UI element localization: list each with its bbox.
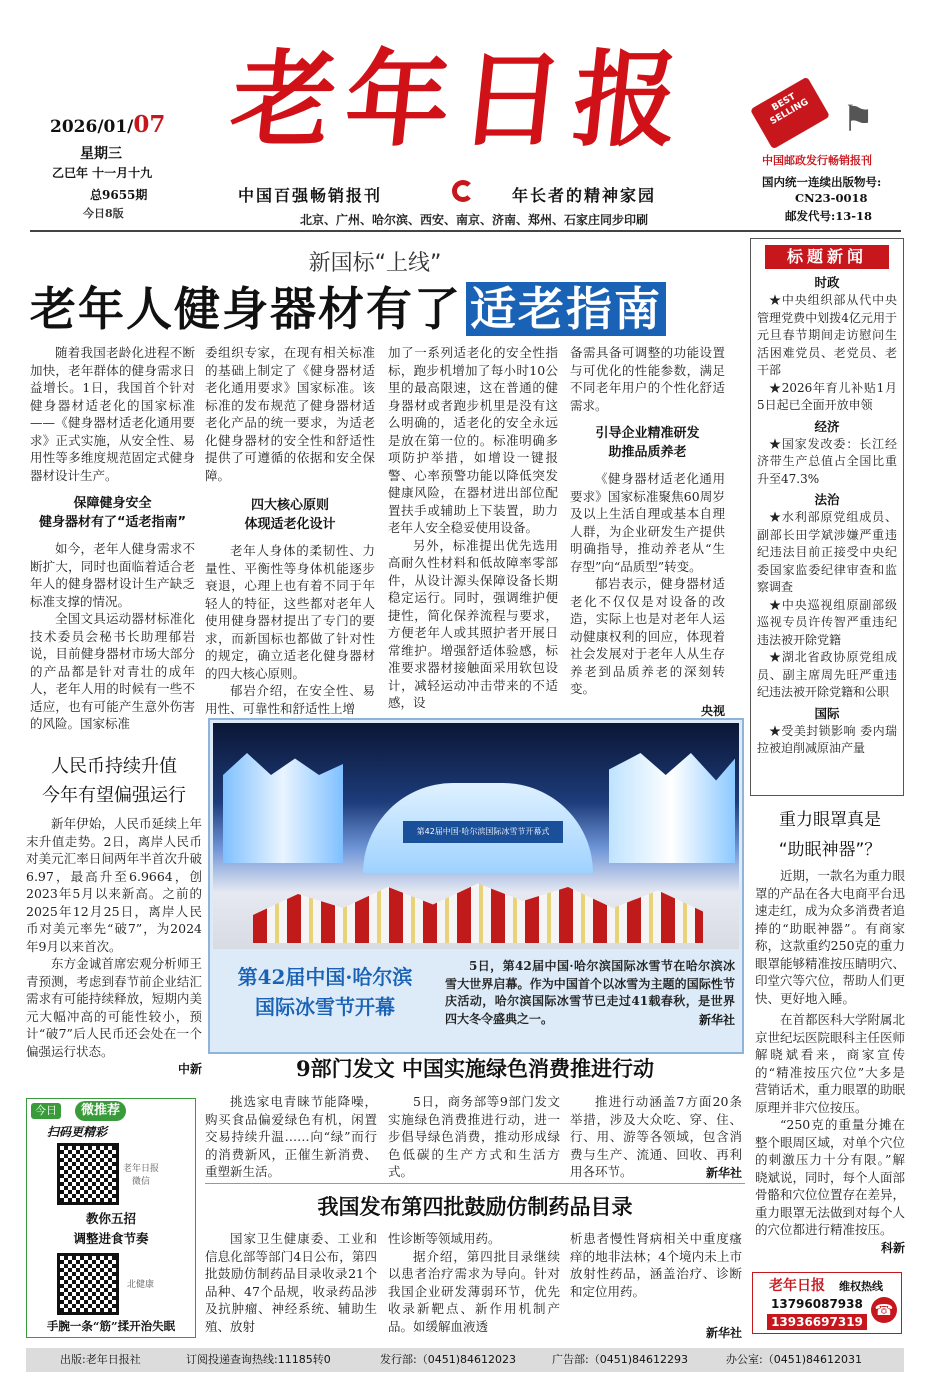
sidebar-category: 时政	[814, 275, 840, 290]
best-selling-badge: BEST SELLING	[750, 77, 830, 150]
promo-2: 手腕一条“筋”揉开治失眠	[46, 1319, 176, 1333]
sidebar-header: 标题新闻	[765, 245, 889, 269]
drug-rule	[205, 1183, 745, 1184]
sidebar-headline-item[interactable]: ★中央组织部从代中央管理党费中划拨4亿元用于元旦春节期间走访慰问生活困难党员、老党员、老干部	[757, 293, 897, 377]
sidebar-category: 法治	[814, 492, 840, 507]
sidebar-category: 国际	[814, 705, 840, 721]
sleep-headline: 重力眼罩真是 “助眠神器”？	[778, 810, 882, 860]
lead-column-4: 备需具备可调整的功能设置与可优化的性能参数，满足不同老年用户的个性化舒适需求。 引导企业精准研发 助推品质养老 《健身器材适老化通用要求》国家标准聚焦60周岁及以上生活自理或基本自理人群，为企业研发生产提供明确指导，推动养老从“生存型”向“品质型”转变。 郁岩表示，健身器材适老化不仅仅是对设备的改造，实际上也是对老年人运动健康权利的回应，体现着社会发展对于老年人从生存养老到品质养老的深刻转变。 央视	[570, 345, 725, 718]
promo-1: 教你五招 调整进食节奏	[73, 1211, 149, 1246]
photo-headline: 第42届中国·哈尔滨 国际冰雪节开幕	[237, 965, 413, 1019]
china-post-icon: ⚑	[841, 99, 875, 140]
lead-column-1: 随着我国老龄化进程不断加快，老年群体的健身需求日益增长。1日，我国首个针对健身器材适老化的国家标准——《健身器材适老化通用要求》正式实施，从安全性、易用性等多维度规范固定式健身器材设计生产。 保障健身安全 健身器材有了“适老指南” 如今，老年人健身需求不断扩大，同时也面临着适合老年人的健身器材设计生产缺乏标准支撑的情况。 全国文具运动器材标准化技术委员会秘书长助理郁岩说，目前健身器材市场大部分的产品都是针对青壮的成年人，老年人用的时候有一些不适应，也有可能产生意外伤害的风险。国家标准	[30, 345, 195, 731]
drug-col-1: 国家卫生健康委、工业和信息化部等部门4日公布，第四批鼓励仿制药品目录收录21个品种、47个品规，收录药品涉及抗肿瘤、神经系统、辅助生殖、放射	[205, 1231, 377, 1334]
hotline-logo: 老年日报	[769, 1278, 825, 1294]
lunar-date: 乙巳年 十一月十九	[52, 166, 153, 180]
issue-number: 总9655期	[90, 188, 148, 202]
slogan-swirl-icon	[452, 180, 474, 202]
lead-kicker: 新国标“上线”	[308, 251, 442, 276]
ice-castle-right	[609, 753, 735, 863]
lead-headline: 老年人健身器材有了 适老指南	[30, 278, 740, 340]
cn-number: CN23-0018	[795, 191, 868, 205]
green-col-3: 推进行动涵盖7方面20条举措，涉及大众吃、穿、住、行、用、游等各领域，包含消费与生产、流通、回收、再利用各环节。 新华社	[570, 1094, 742, 1180]
newspaper-logo: 老年日报	[225, 38, 695, 161]
hotline-label: 维权热线	[839, 1280, 883, 1293]
qr-code-2-label: 北健康	[127, 1280, 155, 1290]
green-col-1: 挑选家电青睐节能降噪，购买食品偏爱绿色有机，闲置交易持续升温……向“绿”而行的消费新风，正催生新消费、重塑新生活。	[205, 1094, 377, 1179]
footer-office: 办公室:（0451)84612031	[726, 1353, 862, 1366]
rmb-headline: 人民币持续升值 今年有望偏强运行	[42, 756, 186, 806]
footer-bar	[26, 1348, 904, 1372]
sidebar-category: 经济	[814, 418, 840, 434]
hotline-phone-2: 13936697319	[767, 1314, 867, 1330]
qr-code-1-label: 老年日报 微信	[123, 1164, 160, 1187]
drug-col-2: 性诊断等领域用药。 据介绍，第四批目录继续以患者治疗需求为导向。针对我国企业研发薄弱环节，优先收录新靶点、新作用机制产品。如缓解血液透	[388, 1231, 560, 1334]
hotline-phone-1: 13796087938	[771, 1297, 863, 1311]
photo-caption: 5日，第42届中国·哈尔滨国际冰雪节在哈尔滨冰雪大世界启幕。作为中国首个以冰雪为主题的国际性节庆活动，哈尔滨国际冰雪节已走过41载春秋，是世界四大冬令盛典之一。 新华社	[445, 959, 735, 1027]
issue-date: 2026/01/07	[50, 111, 166, 138]
page-count: 今日8版	[83, 207, 124, 220]
green-headline: 9部门发文 中国实施绿色消费推进行动	[296, 1056, 654, 1081]
footer-advertising: 广告部:（0451)84612293	[552, 1353, 688, 1366]
lead-column-3: 加了一系列适老化的安全性指标，跑步机增加了每小时10公里的最高限速，这在普通的健身器材或者跑步机里是没有这么明确的，适老化的安全永远是放在第一位的。标准明确多项防护举措，如增设一键报警、心率预警功能以降低突发健康风险，在器材进出部位配置扶手或辅助上下装置，助力老年人安全稳妥使用设备。 另外，标准提出优先选用高耐久性材料和低故障率零部件，从设计源头保障设备长期稳定运行。同时，强调维护便捷性，简化保养流程与要求，方便老年人或其照护者开展日常维护。增强舒适体验感，标准要求器材接触面采用软包设计，减轻运动冲击带来的不适感，设	[388, 345, 558, 710]
wechat-tag-today: 今日	[31, 1103, 61, 1119]
drug-headline: 我国发布第四批鼓励仿制药品目录	[317, 1194, 633, 1219]
drug-col-3: 析患者慢性肾病相关中重度瘙痒的地非法林；4个境内未上市放射性药品，涵盖治疗、诊断和定位用药。 新华社	[570, 1231, 742, 1340]
weekday: 星期三	[80, 146, 122, 162]
masthead	[0, 0, 931, 232]
slogan-left: 中国百强畅销报刊	[238, 186, 383, 205]
green-col-2: 5日，商务部等9部门发文实施绿色消费推进行动，进一步倡导绿色消费，推动形成绿色低碳的生产方式和生活方式。	[388, 1094, 560, 1179]
wechat-scan-prompt: 扫码更精彩	[47, 1125, 108, 1139]
lead-source: 央视	[700, 703, 725, 718]
postal-code: 邮发代号:13-18	[785, 209, 873, 223]
wechat-box	[26, 1098, 196, 1338]
sidebar-headline-item[interactable]: ★2026年育儿补贴1月5日起已全面开放申领	[757, 380, 897, 412]
qr-code-2[interactable]	[57, 1253, 119, 1315]
stage-banner: 第42届中国·哈尔滨国际冰雪节开幕式	[403, 821, 563, 843]
footer-publisher: 出版:老年日报社	[60, 1353, 141, 1366]
wechat-tag-title: 微推荐	[75, 1101, 126, 1121]
qr-code-1[interactable]	[57, 1143, 119, 1205]
footer-subscription: 订阅投递查询热线:11185转0	[186, 1353, 331, 1366]
footer-distribution: 发行部:（0451)84612023	[380, 1353, 516, 1366]
sidebar-headline-item[interactable]: ★水利部原党组成员、副部长田学斌涉嫌严重违纪违法目前正接受中央纪委国家监委纪律审查和监察调查	[757, 510, 897, 594]
ice-festival-photo	[213, 723, 739, 949]
sidebar-headline-item[interactable]: ★湖北省政协原党组成员、副主席周先旺严重违纪违法被开除党籍和公职	[757, 650, 897, 699]
sleep-body: 近期，一款名为重力眼罩的产品在各大电商平台迅速走红，成为众多消费者追捧的“助眠神器”。有商家称，这款重约250克的重力眼罩能够精准按压睛明穴、印堂穴等穴位，帮助人们更快、更好地入睡。 在首都医科大学附属北京世纪坛医院眼科主任医师解晓斌看来，商家宣传的“精准按压穴位”大多是营销话术，重力眼罩的助眠原理并非穴位按压。 “250克的重量分摊在整个眼周区域，对单个穴位的刺激压力十分有限。”解晓斌说，同时，每个人面部骨骼和穴位位置存在差异，重力眼罩无法做到对每个人的穴位都进行精准按压。 科新	[755, 868, 906, 1255]
cn-label: 国内统一连续出版物号:	[762, 175, 882, 189]
phone-icon: ☎	[871, 1297, 897, 1323]
slogan-right: 年长者的精神家园	[512, 186, 657, 205]
lead-column-2: 委组织专家，在现有相关标准的基础上制定了《健身器材适老化通用要求》国家标准。该标准的发布规范了健身器材适老化产品的统一要求，为适老化健身器材的安全性和舒适性提供了可遵循的依据和安全保障。 四大核心原则 体现适老化设计 老年人身体的柔韧性、力量性、平衡性等身体机能逐步衰退，心理上也有着不同于年轻人的特征，这些都对老年人使用健身器材提出了专门的要求，而新国标也都做了针对性的规定，确立适老化健身器材的四大核心原则。 郁岩介绍，在安全性、易用性、可靠性和舒适性上增	[205, 345, 375, 716]
lead-headline-highlight: 适老指南	[466, 282, 666, 336]
hotline-box	[752, 1272, 902, 1334]
ice-castle-left	[223, 753, 343, 863]
sidebar-headline-item[interactable]: ★中央巡视组原副部级巡视专员许传智严重违纪违法被开除党籍	[757, 597, 897, 647]
sidebar-headline-item[interactable]: ★受美封锁影响 委内瑞拉被迫削减原油产量	[757, 723, 897, 755]
masthead-rule	[30, 230, 901, 232]
headlines-sidebar	[750, 238, 904, 796]
print-cities: 北京、广州、哈尔滨、西安、南京、济南、郑州、石家庄同步印刷	[300, 213, 649, 227]
badge-caption: 中国邮政发行畅销报刊	[762, 154, 872, 167]
sidebar-list	[751, 273, 903, 758]
sidebar-headline-item[interactable]: ★国家发改委：长江经济带生产总值占全国比重升至47.3%	[757, 436, 897, 486]
rmb-body: 新年伊始，人民币延续上年末升值走势。2日，离岸人民币对美元汇率日间两年半首次升破6.97，最高升至6.9664，创2023年5月以来新高。之前的2025年12月25日，离岸人民币对美元率先“破7”，为2024年9月以来首次。 东方金诚首席宏观分析师王青预测，考虑到春节前企业结汇需求有可能持续释放，短期内美元大幅冲高的可能性较小，预计“破7”后人民币还会处在一个偏强运行状态。 中新	[26, 816, 202, 1076]
performers	[253, 873, 703, 943]
